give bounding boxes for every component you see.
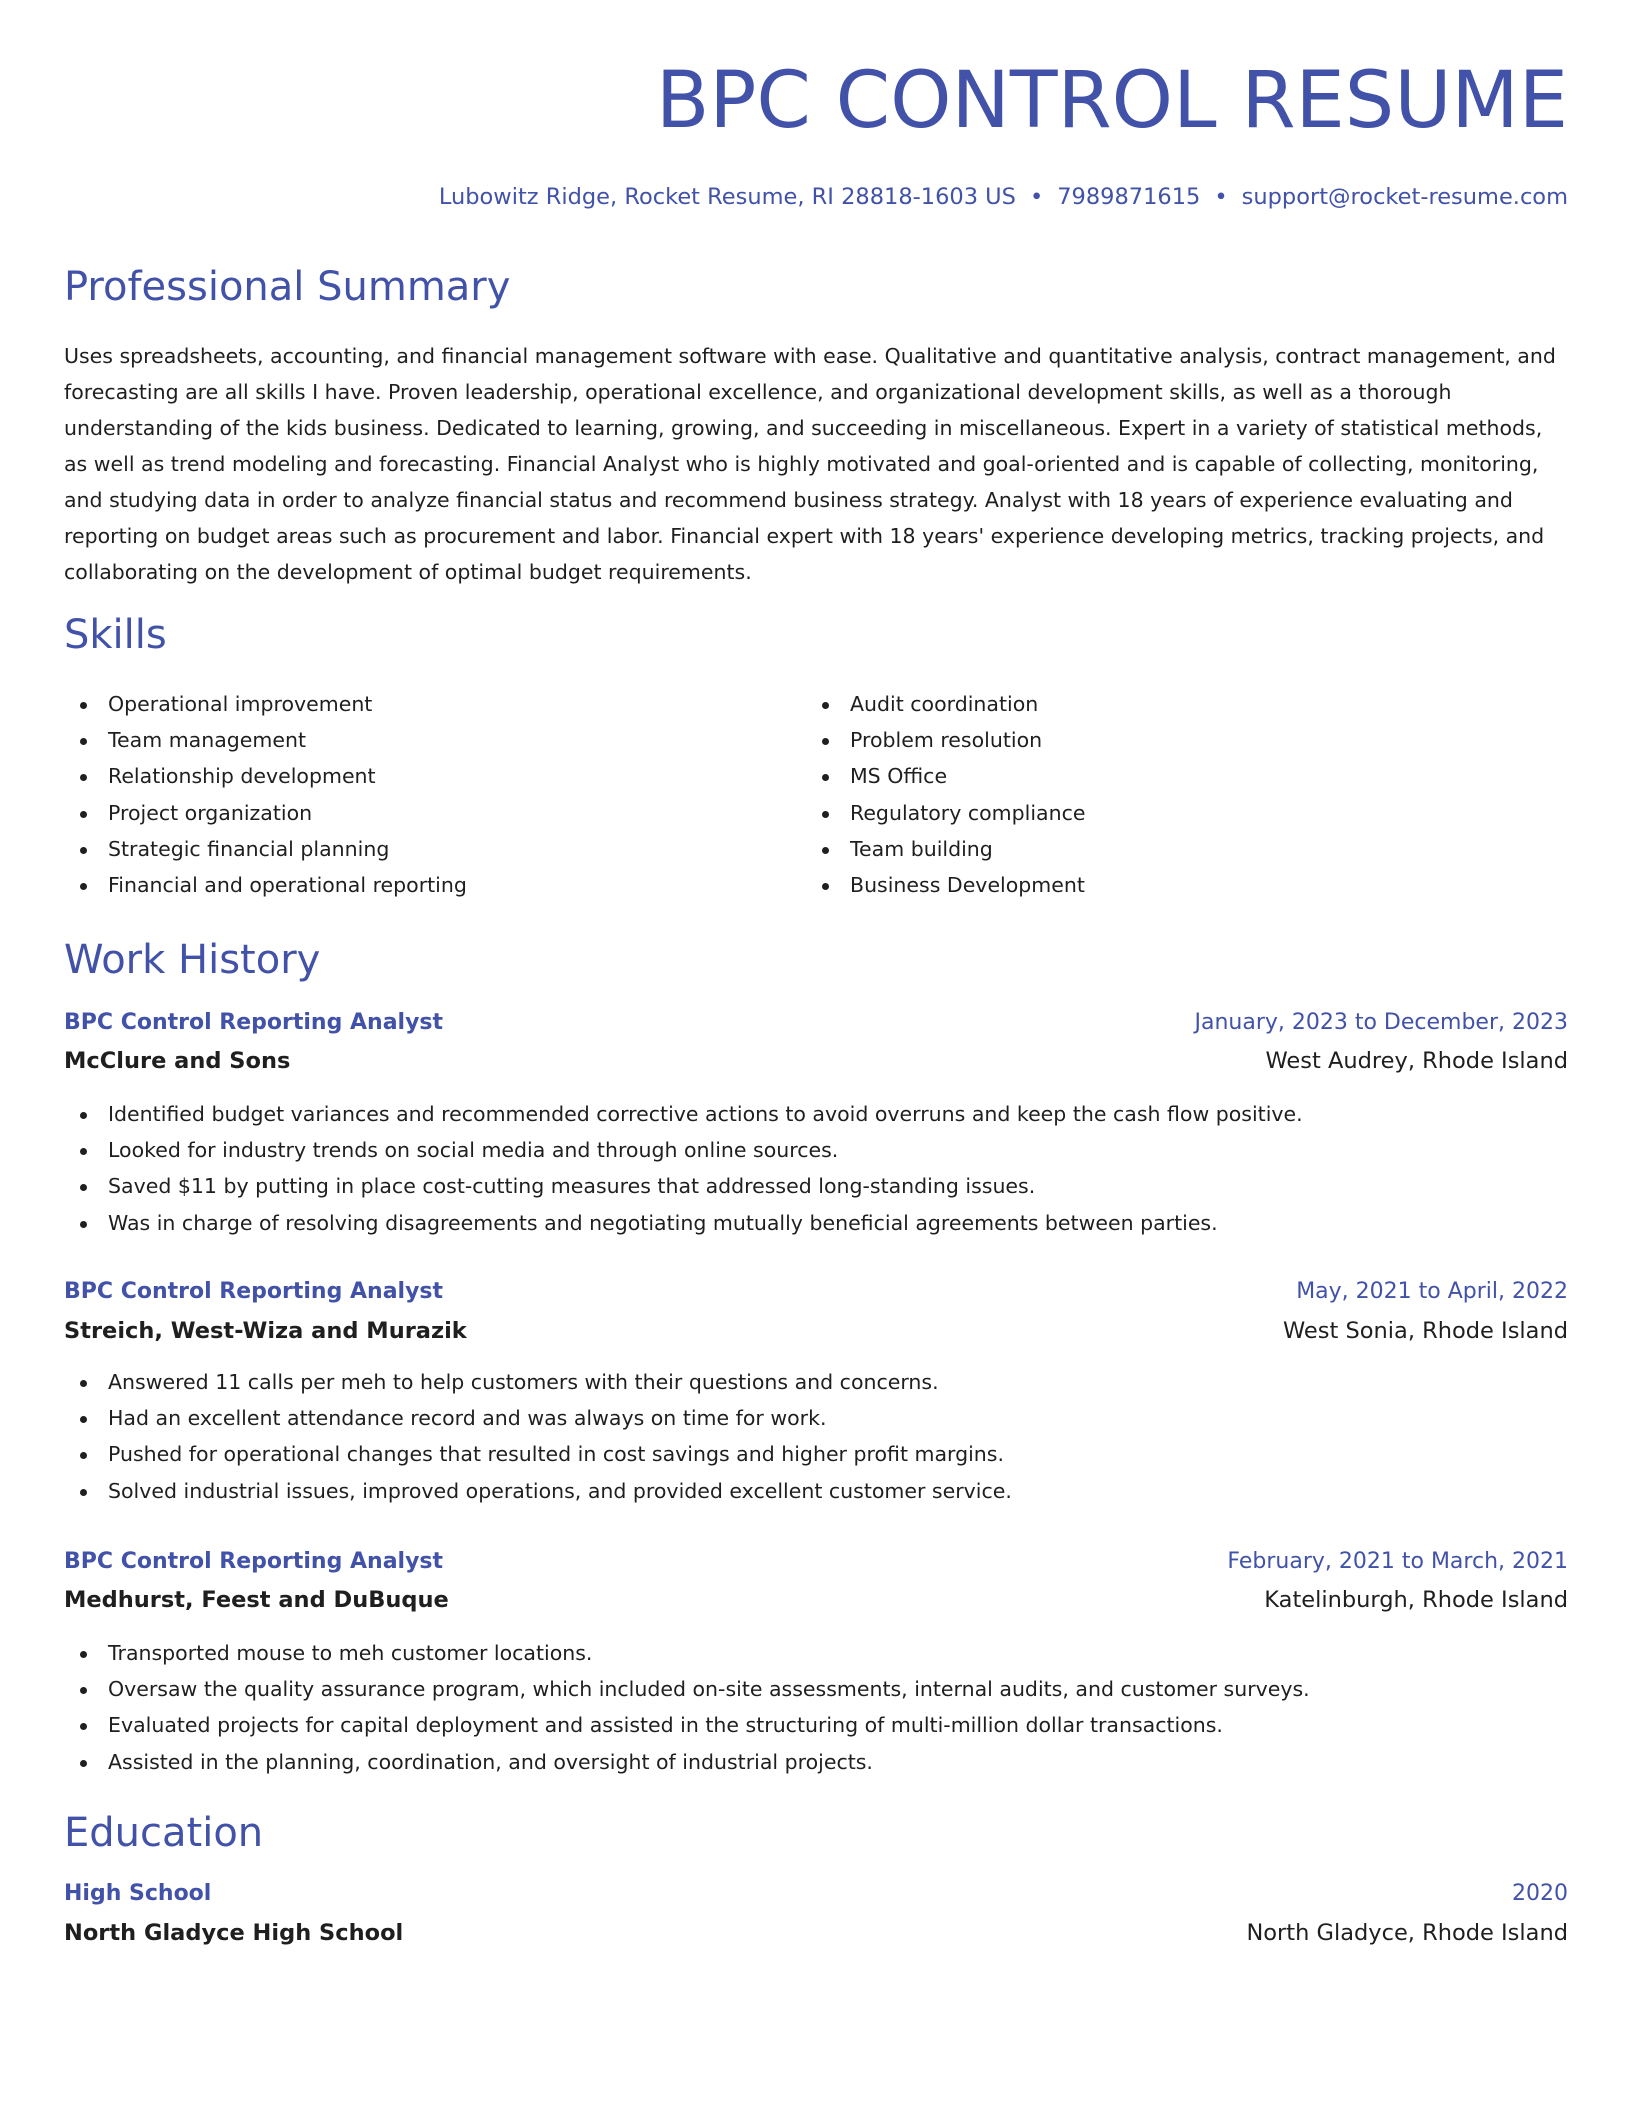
skill-item: Business Development: [806, 867, 1085, 903]
summary-text: Uses spreadsheets, accounting, and financial management software with ease. Qualitative and quantitative analysis, contract management, and forecasting are all skills I have. Proven leadership, operational excellence, and organizational development skills, as well as a thorough understanding of the kids business. Dedicated to learning, growing, and succeeding in miscellaneous. Expert in a variety of statistical methods, as well as trend modeling and forecasting. Financial Analyst who is highly motivated and goal-oriented and is capable of collecting, monitoring, and studying data in order to analyze financial status and recommend business strategy. Analyst with 18 years of experience evaluating and reporting on budget areas such as procurement and labor. Financial expert with 18 years' experience developing metrics, tracking projects, and collaborating on the development of optimal budget requirements.: [64, 344, 1556, 584]
job-bullet: Had an excellent attendance record and was always on time for work.: [64, 1400, 1568, 1436]
job-title: BPC Control Reporting Analyst: [64, 1549, 444, 1574]
section-heading-education: Education: [64, 1810, 264, 1856]
job-location: West Audrey, Rhode Island: [1265, 1048, 1568, 1074]
job-bullet: Solved industrial issues, improved operations, and provided excellent customer service.: [64, 1473, 1568, 1509]
job-title: BPC Control Reporting Analyst: [64, 1279, 444, 1304]
contact-address: Lubowitz Ridge, Rocket Resume, RI 28818-1603 US: [438, 184, 1016, 210]
education-school: North Gladyce High School: [64, 1920, 404, 1946]
job-title: BPC Control Reporting Analyst: [64, 1010, 444, 1035]
education-degree: High School: [64, 1881, 212, 1906]
job-header: [64, 1547, 1568, 1577]
job-bullet: Oversaw the quality assurance program, which included on-site assessments, internal audits, and customer surveys.: [64, 1671, 1568, 1707]
contact-separator: •: [1029, 184, 1044, 210]
skill-item: Team building: [806, 831, 1085, 867]
contact-email: support@rocket-resume.com: [1241, 184, 1568, 210]
skill-item: Problem resolution: [806, 722, 1085, 758]
education-header: [64, 1879, 1568, 1909]
job-bullet: Pushed for operational changes that resulted in cost savings and higher profit margins.: [64, 1436, 1568, 1472]
job-header: [64, 1277, 1568, 1307]
skill-item: Project organization: [64, 795, 467, 831]
skill-item: Financial and operational reporting: [64, 867, 467, 903]
job-bullet: Was in charge of resolving disagreements and negotiating mutually beneficial agreements between parties.: [64, 1205, 1568, 1241]
education-subheader: [64, 1918, 1568, 1948]
skill-item: Audit coordination: [806, 686, 1085, 722]
job-dates: February, 2021 to March, 2021: [1227, 1549, 1568, 1574]
job-company: McClure and Sons: [64, 1048, 291, 1074]
skill-item: Team management: [64, 722, 467, 758]
education-year: 2020: [1512, 1881, 1568, 1906]
job-bullet: Identified budget variances and recommended corrective actions to avoid overruns and keep the cash flow positive.: [64, 1096, 1568, 1132]
section-heading-summary: Professional Summary: [64, 264, 511, 310]
job-bullets: [64, 1096, 1568, 1241]
job-dates: May, 2021 to April, 2022: [1296, 1279, 1568, 1304]
section-heading-work-history: Work History: [64, 937, 321, 983]
skills-list-left: [64, 686, 467, 903]
skill-item: Relationship development: [64, 758, 467, 794]
job-bullet: Transported mouse to meh customer locations.: [64, 1635, 1568, 1671]
job-subheader: [64, 1316, 1568, 1346]
contact-separator: •: [1214, 184, 1228, 210]
job-company: Streich, West-Wiza and Murazik: [64, 1318, 467, 1344]
job-location: Katelinburgh, Rhode Island: [1264, 1587, 1568, 1613]
skill-item: Strategic financial planning: [64, 831, 467, 867]
contact-phone: 7989871615: [1057, 184, 1201, 210]
job-bullet: Answered 11 calls per meh to help customers with their questions and concerns.: [64, 1364, 1568, 1400]
skills-list-right: [806, 686, 1085, 903]
skill-item: Regulatory compliance: [806, 795, 1085, 831]
job-dates: January, 2023 to December, 2023: [1194, 1010, 1568, 1035]
contact-line: [439, 182, 1568, 212]
job-bullet: Saved $11 by putting in place cost-cutting measures that addressed long-standing issues.: [64, 1168, 1568, 1204]
job-subheader: [64, 1585, 1568, 1615]
section-heading-skills: Skills: [64, 612, 167, 658]
job-bullet: Looked for industry trends on social media and through online sources.: [64, 1132, 1568, 1168]
skill-item: MS Office: [806, 758, 1085, 794]
resume-title: BPC CONTROL RESUME: [655, 56, 1568, 146]
job-bullets: [64, 1364, 1568, 1509]
job-location: West Sonia, Rhode Island: [1283, 1318, 1568, 1344]
job-bullet: Evaluated projects for capital deployment and assisted in the structuring of multi-million dollar transactions.: [64, 1707, 1568, 1743]
skill-item: Operational improvement: [64, 686, 467, 722]
job-header: [64, 1008, 1568, 1038]
job-bullet: Assisted in the planning, coordination, and oversight of industrial projects.: [64, 1744, 1568, 1780]
job-bullets: [64, 1635, 1568, 1780]
job-subheader: [64, 1046, 1568, 1076]
job-company: Medhurst, Feest and DuBuque: [64, 1587, 449, 1613]
education-location: North Gladyce, Rhode Island: [1246, 1920, 1568, 1946]
